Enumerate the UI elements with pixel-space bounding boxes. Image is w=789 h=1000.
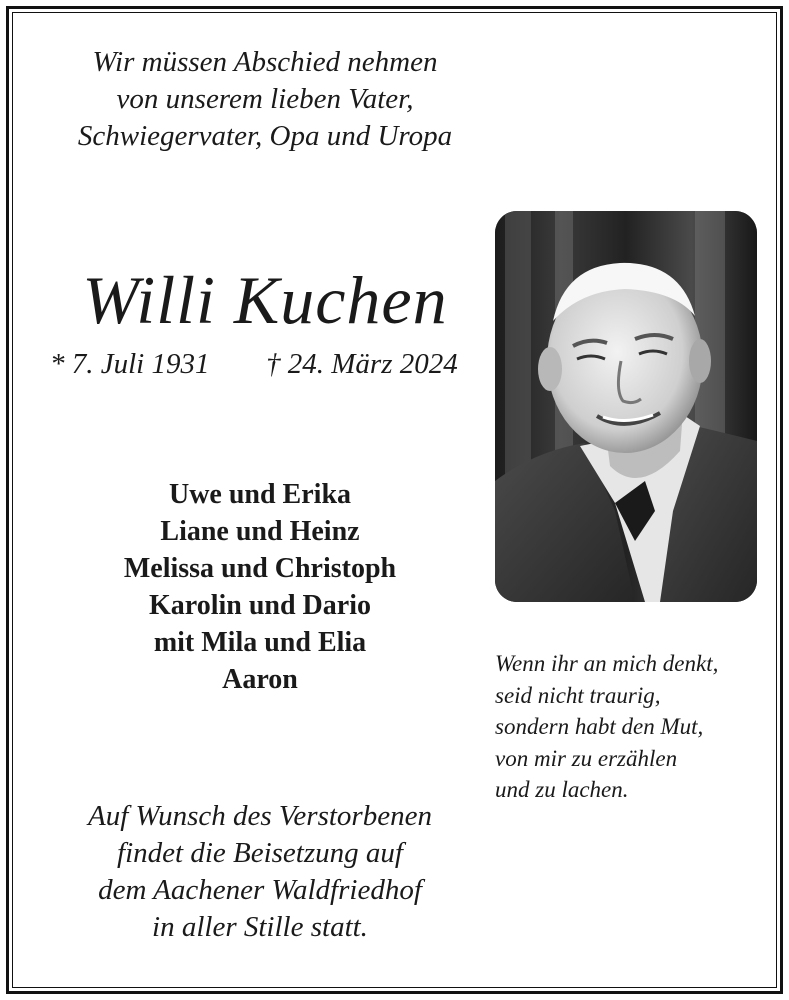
birth-date: * 7. Juli 1931: [50, 348, 210, 380]
intro-text: [30, 44, 500, 155]
family-line: Melissa und Christoph: [123, 553, 397, 584]
quote-line: Wenn ihr an mich denkt,: [495, 651, 719, 676]
portrait-illustration: [495, 211, 757, 602]
intro-line: Wir müssen Abschied nehmen: [92, 46, 438, 78]
memorial-quote: [495, 648, 775, 806]
family-line: mit Mila und Elia: [153, 627, 367, 658]
portrait-photo: [495, 211, 757, 602]
death-date: † 24. März 2024: [266, 348, 458, 380]
quote-line: seid nicht traurig,: [495, 682, 661, 708]
intro-line: von unserem lieben Vater,: [116, 83, 414, 115]
quote-line: sondern habt den Mut,: [495, 714, 704, 739]
family-line: Aaron: [222, 664, 298, 695]
closing-line: findet die Beisetzung auf: [117, 837, 403, 869]
closing-line: in aller Stille statt.: [152, 911, 368, 943]
family-line: Uwe und Erika: [168, 479, 352, 510]
quote-line: und zu lachen.: [495, 777, 629, 802]
quote-line: von mir zu erzählen: [495, 745, 678, 771]
family-names: [30, 476, 490, 698]
family-line: Karolin und Dario: [149, 590, 371, 621]
closing-line: Auf Wunsch des Verstorbenen: [88, 800, 432, 832]
closing-notice: [30, 798, 490, 946]
intro-line: Schwiegervater, Opa und Uropa: [77, 120, 453, 152]
deceased-name: Willi Kuchen: [82, 262, 448, 338]
closing-line: dem Aachener Waldfriedhof: [98, 874, 422, 906]
family-line: Liane und Heinz: [160, 516, 360, 547]
